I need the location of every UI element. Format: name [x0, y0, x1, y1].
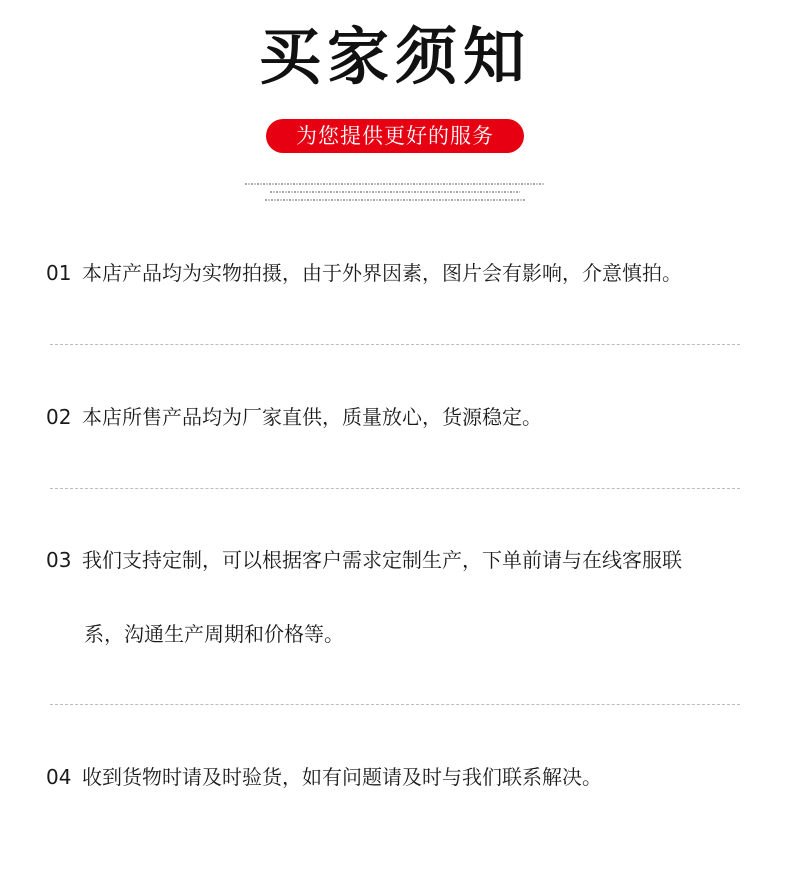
notice-item-01 [46, 259, 682, 287]
notice-item-03 [46, 546, 682, 574]
notice-number: 03 [46, 548, 72, 572]
notice-continuation: 系，沟通生产周期和价格等。 [84, 622, 344, 646]
notice-text: 本店所售产品均为厂家直供，质量放心，货源稳定。 [82, 405, 542, 429]
notice-number: 02 [46, 405, 72, 429]
notice-text: 收到货物时请及时验货，如有问题请及时与我们联系解决。 [82, 765, 602, 789]
decorative-text-lines [230, 176, 560, 210]
notice-number: 04 [46, 765, 72, 789]
divider [50, 704, 740, 705]
notice-number: 01 [46, 261, 72, 285]
divider [50, 344, 740, 345]
notice-item-02 [46, 403, 542, 431]
subtitle-badge: 为您提供更好的服务 [266, 119, 524, 153]
notice-text: 本店产品均为实物拍摄，由于外界因素，图片会有影响，介意慎拍。 [82, 261, 682, 285]
notice-text: 我们支持定制，可以根据客户需求定制生产，下单前请与在线客服联 [82, 548, 682, 572]
page-title: 买家须知 [258, 20, 531, 93]
divider [50, 488, 740, 489]
notice-item-04 [46, 763, 602, 791]
